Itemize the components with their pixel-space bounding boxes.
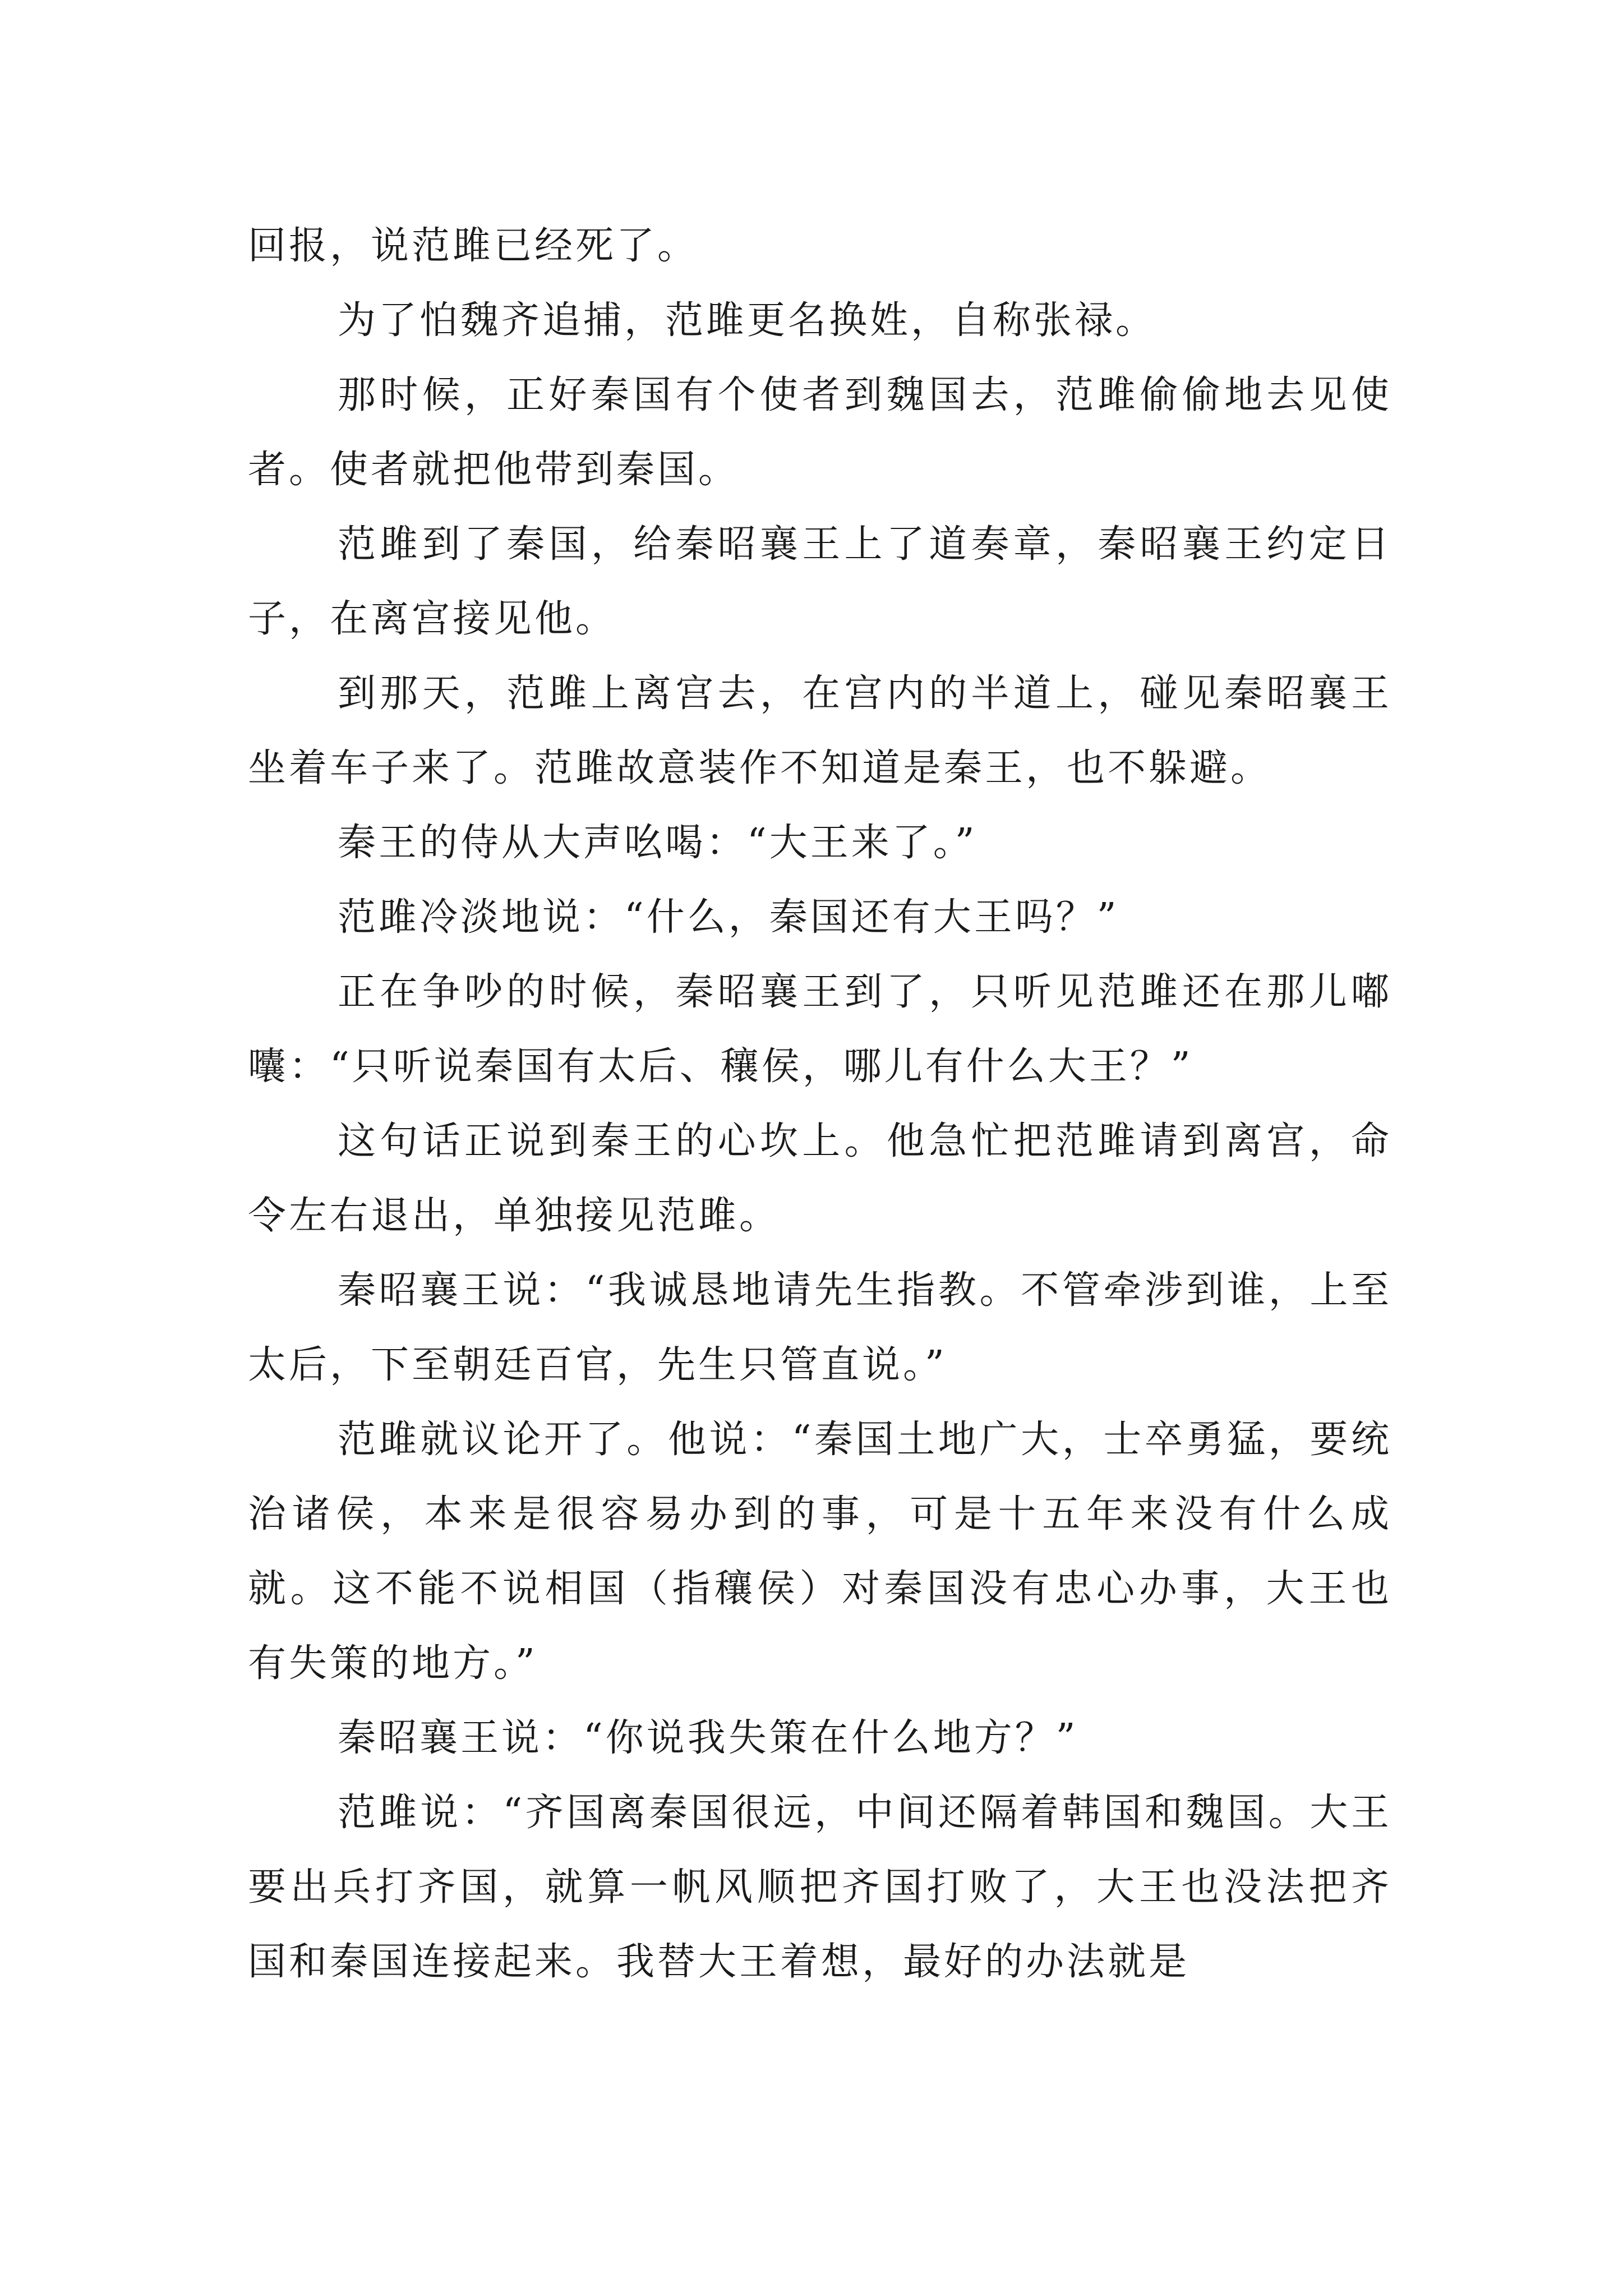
paragraph: 那时候，正好秦国有个使者到魏国去，范雎偷偷地去见使者。使者就把他带到秦国。 xyxy=(248,373,1392,492)
document-body xyxy=(248,209,1392,1999)
paragraph: 范雎到了秦国，给秦昭襄王上了道奏章，秦昭襄王约定日子，在离宫接见他。 xyxy=(248,522,1392,641)
paragraph: 范雎就议论开了。他说：“秦国土地广大，士卒勇猛，要统治诸侯，本来是很容易办到的事，可是十五年来没有什么成就。这不能不说相国（指穰侯）对秦国没有忠心办事，大王也有失策的地方。” xyxy=(248,1418,1392,1686)
paragraph: 到那天，范雎上离宫去，在宫内的半道上，碰见秦昭襄王坐着车子来了。范雎故意装作不知道是秦王，也不躲避。 xyxy=(248,671,1392,790)
paragraph: 秦昭襄王说：“我诚恳地请先生指教。不管牵涉到谁，上至太后，下至朝廷百官，先生只管直说。” xyxy=(248,1268,1392,1387)
paragraph: 秦王的侍从大声吆喝：“大王来了。” xyxy=(338,821,978,865)
paragraph: 范雎说：“齐国离秦国很远，中间还隔着韩国和魏国。大王要出兵打齐国，就算一帆风顺把齐国打败了，大王也没法把齐国和秦国连接起来。我替大王着想，最好的办法就是 xyxy=(248,1791,1392,1984)
paragraph: 秦昭襄王说：“你说我失策在什么地方？” xyxy=(338,1716,1078,1760)
paragraph: 正在争吵的时候，秦昭襄王到了，只听见范雎还在那儿嘟囔：“只听说秦国有太后、穰侯，哪儿有什么大王？” xyxy=(248,970,1392,1089)
paragraph: 这句话正说到秦王的心坎上。他急忙把范雎请到离宫，命令左右退出，单独接见范雎。 xyxy=(248,1119,1392,1238)
paragraph: 范雎冷淡地说：“什么，秦国还有大王吗？” xyxy=(338,895,1119,940)
paragraph: 回报，说范雎已经死了。 xyxy=(248,224,699,268)
paragraph: 为了怕魏齐追捕，范雎更名换姓，自称张禄。 xyxy=(338,298,1157,343)
